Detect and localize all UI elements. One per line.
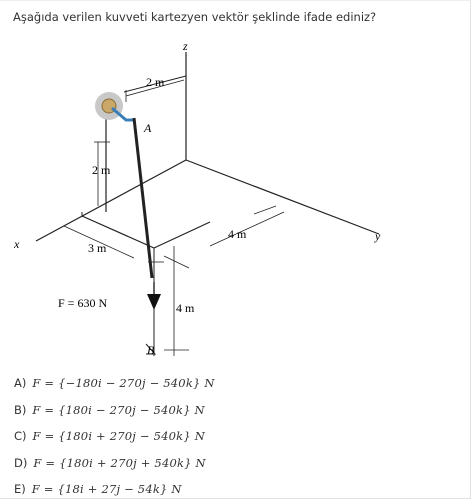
option-b-letter: B) bbox=[14, 402, 27, 417]
option-b-formula: F = {180i − 270j − 540k} N bbox=[32, 402, 205, 417]
dim-down-label: 4 m bbox=[176, 301, 195, 315]
force-diagram bbox=[14, 36, 390, 368]
force-label: F = 630 N bbox=[58, 296, 108, 310]
option-a-letter: A) bbox=[14, 376, 27, 391]
question-figure bbox=[14, 36, 390, 368]
dim-x-label: 3 m bbox=[88, 241, 107, 255]
option-d[interactable] bbox=[14, 450, 454, 477]
option-c-formula: F = {180i + 270j − 540k} N bbox=[32, 429, 205, 444]
option-e-formula: F = {18i + 27j − 54k} N bbox=[31, 482, 182, 497]
option-d-letter: D) bbox=[14, 455, 28, 470]
axis-y-label: y bbox=[375, 229, 381, 243]
axis-x-label: x bbox=[14, 237, 20, 251]
option-d-formula: F = {180i + 270j + 540k} N bbox=[33, 455, 206, 470]
point-a-label: A bbox=[144, 121, 152, 135]
axis-z-label: z bbox=[183, 39, 188, 53]
option-a[interactable] bbox=[14, 370, 454, 397]
option-e-letter: E) bbox=[14, 482, 26, 497]
dim-left-label: 2 m bbox=[92, 163, 111, 177]
point-b-label: B bbox=[147, 343, 155, 357]
answer-options bbox=[14, 370, 454, 503]
dim-y-label: 4 m bbox=[228, 227, 247, 241]
dim-top-label: 2 m bbox=[146, 75, 165, 89]
option-a-formula: F = {−180i − 270j − 540k} N bbox=[32, 376, 215, 391]
option-e[interactable] bbox=[14, 476, 454, 503]
question-text: Aşağıda verilen kuvveti kartezyen vektör şeklinde ifade ediniz? bbox=[13, 10, 377, 24]
option-b[interactable] bbox=[14, 397, 454, 424]
option-c-letter: C) bbox=[14, 429, 27, 444]
option-c[interactable] bbox=[14, 423, 454, 450]
